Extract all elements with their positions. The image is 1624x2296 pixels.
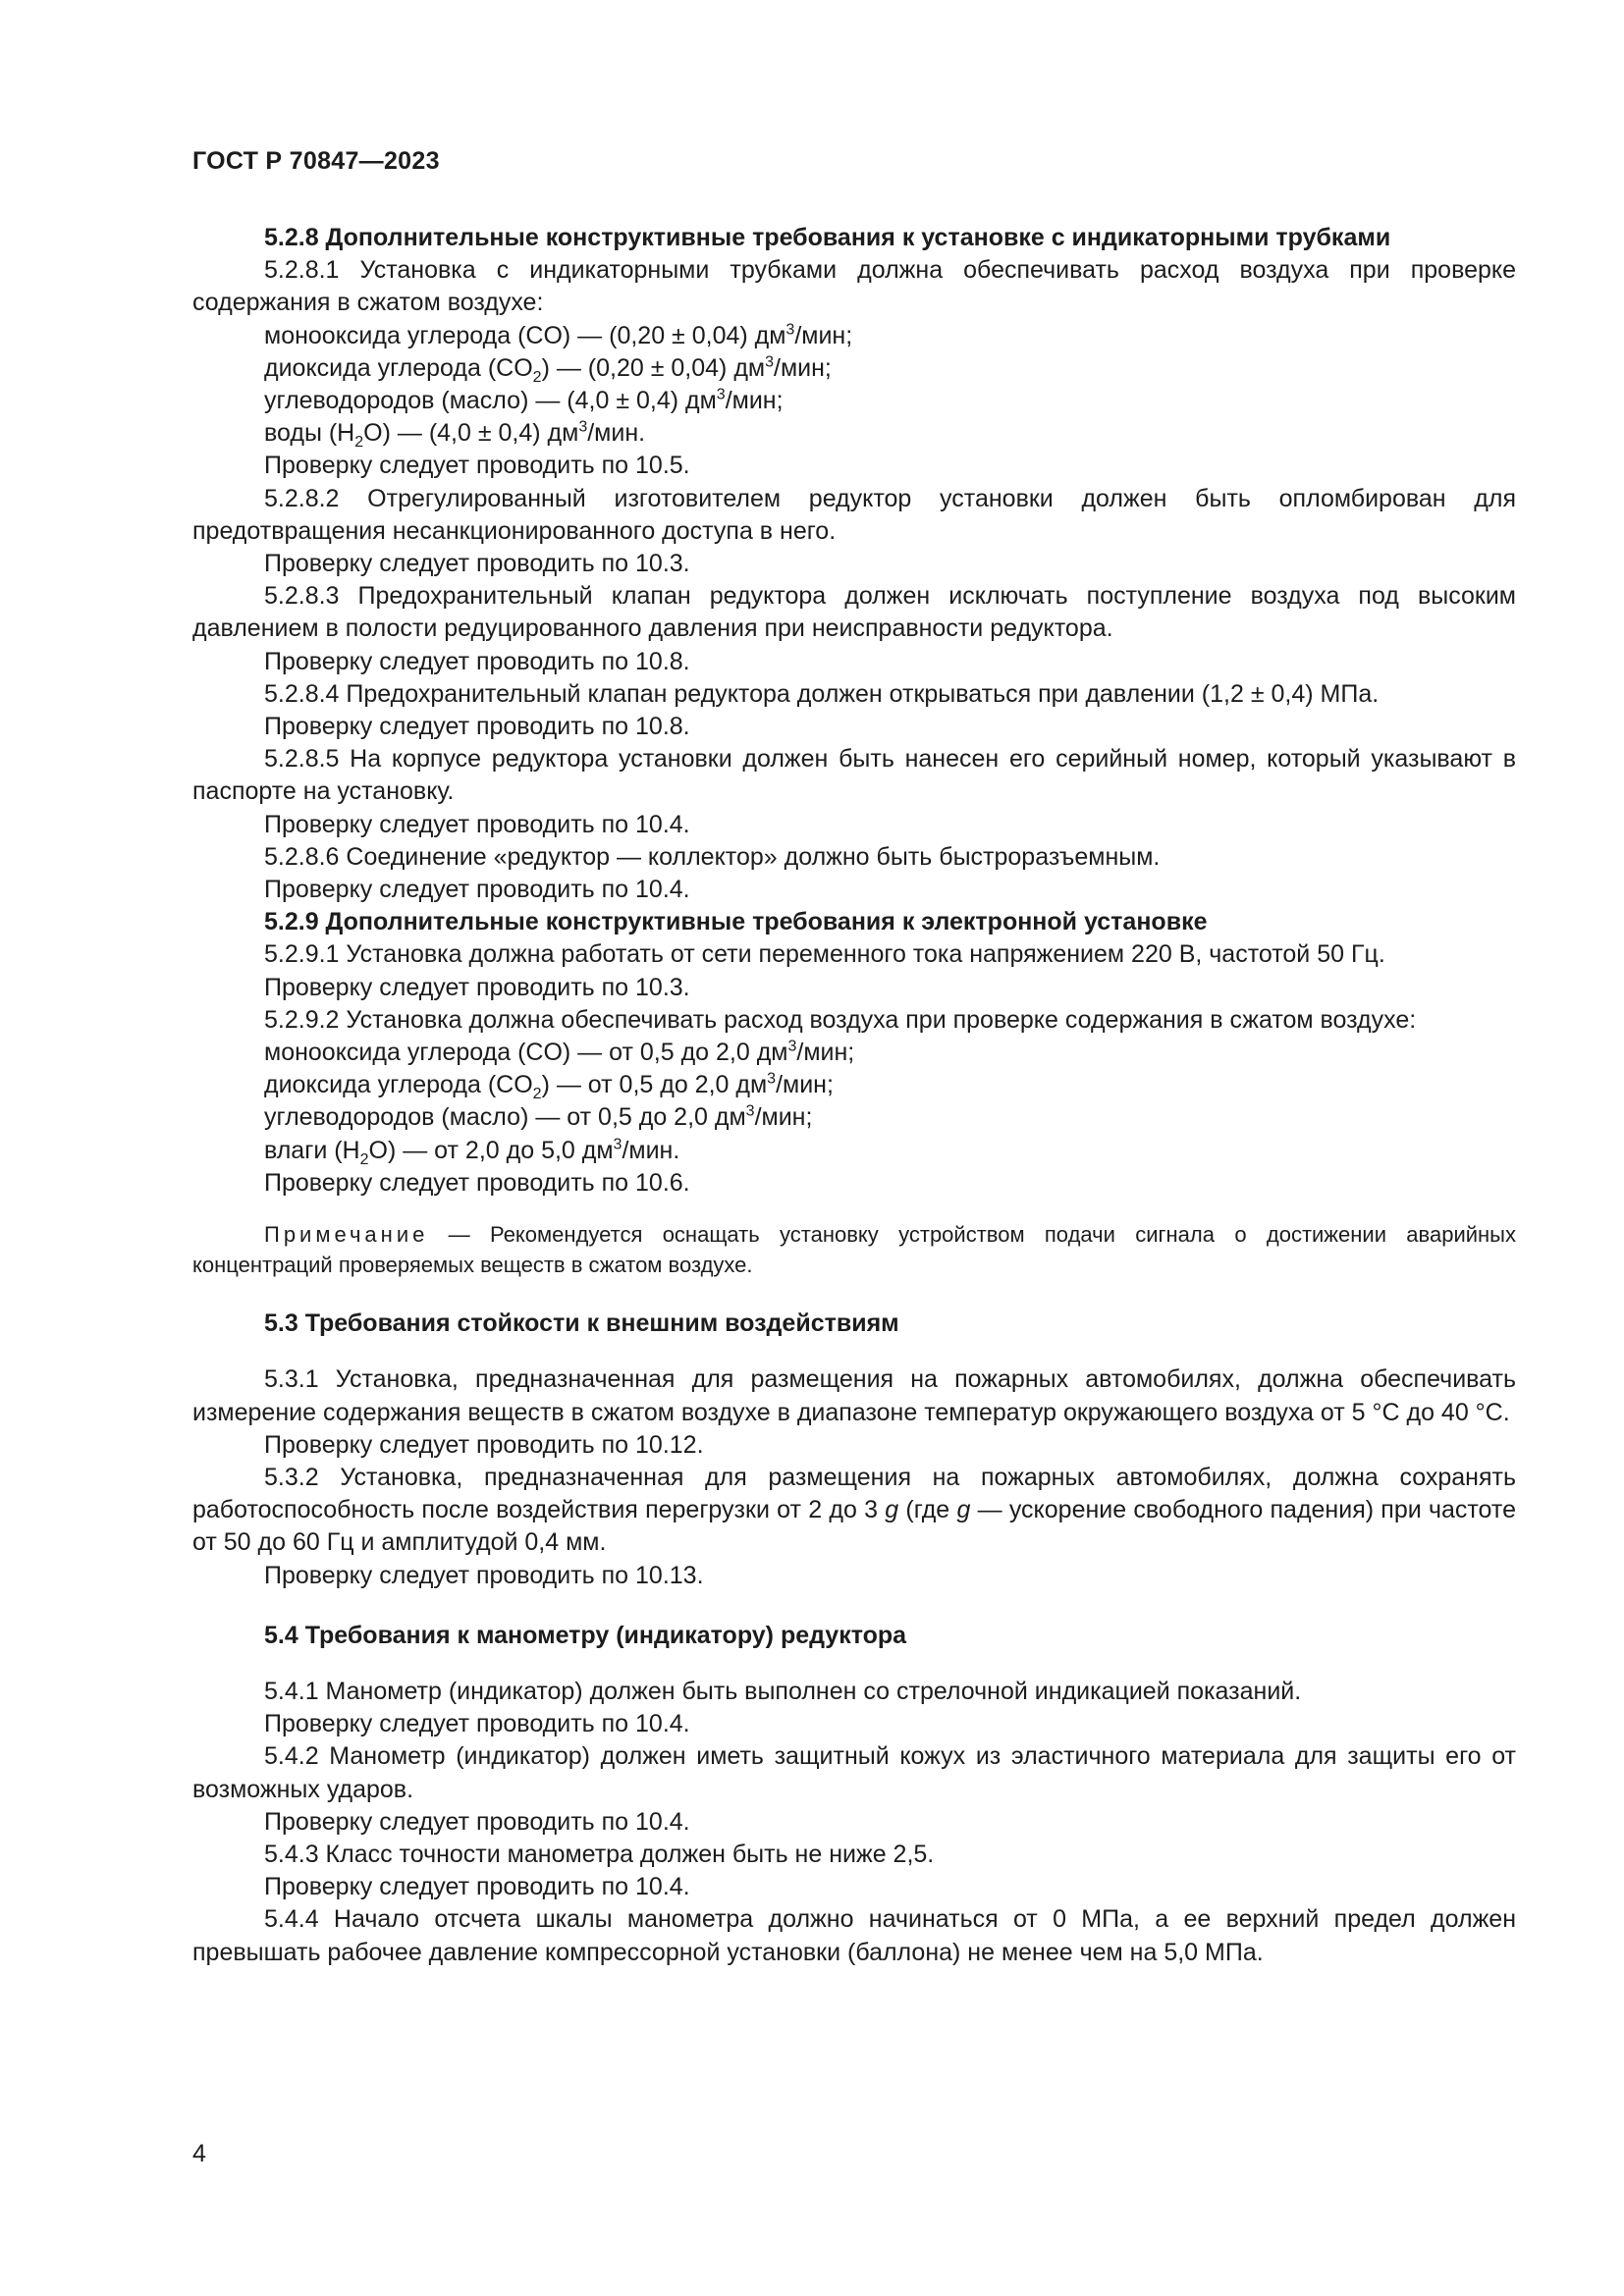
check-note: Проверку следует проводить по 10.6. (264, 1168, 690, 1197)
para-5-2-8-3: 5.2.8.3 Предохранительный клапан редуктора должен исключать поступление воздуха под высоким давлением в полости редуцированного давления при неисправности редуктора. (192, 582, 1516, 643)
para-5-4-4: 5.4.4 Начало отсчета шкалы манометра должно начинаться от 0 МПа, а ее верхний предел должен превышать рабочее давление компрессорной установки (баллона) не менее чем на 5,0 МПа. (192, 1905, 1516, 1966)
para-5-3-1: 5.3.1 Установка, предназначенная для размещения на пожарных автомобилях, должна обеспечивать измерение содержания веществ в сжатом воздухе в диапазоне температур окружающего воздуха от 5 °С до 40 °С. (192, 1365, 1516, 1426)
check-note: Проверку следует проводить по 10.4. (264, 1807, 690, 1836)
note-label: Примечание (264, 1222, 429, 1248)
para-5-3-2: 5.3.2 Установка, предназначенная для размещения на пожарных автомобилях, должна сохранять работоспособность после воздействия перегрузки от 2 до 3 g (где g — ускорение свободного падения) при частоте от 50 до 60 Гц и амплитудой 0,4 мм. (192, 1463, 1516, 1557)
para-5-2-9-2: 5.2.9.2 Установка должна обеспечивать расход воздуха при проверке содержания в сжатом воздухе: (264, 1005, 1417, 1034)
para-5-2-8-4: 5.2.8.4 Предохранительный клапан редуктора должен открываться при давлении (1,2 ± 0,4) МПа. (264, 679, 1380, 708)
list-item-moisture: влаги $(H_2O)$ — от 2,0 до 5,0 $дм^3$/мин. (264, 1136, 680, 1168)
para-5-2-8-6: 5.2.8.6 Соединение «редуктор — коллектор» должно быть быстроразъемным. (264, 842, 1161, 871)
check-note: Проверку следует проводить по 10.5. (264, 452, 690, 480)
heading-5-3: 5.3 Требования стойкости к внешним воздействиям (264, 1309, 899, 1338)
list-item-oil: углеводородов (масло) — (4,0 ± 0,4) $дм^3$/мин; (264, 386, 784, 415)
para-5-4-1: 5.4.1 Манометр (индикатор) должен быть выполнен со стрелочной индикацией показаний. (264, 1677, 1302, 1705)
page-number: 4 (192, 2140, 206, 2167)
list-item-water: воды $(H_2O)$ — (4,0 ± 0,4) $дм^3$/мин. (264, 418, 646, 452)
list-item-co2: диоксида углерода $(CO_2)$ — от 0,5 до 2,0 $дм^3$/мин; (264, 1070, 834, 1103)
check-note: Проверку следует проводить по 10.8. (264, 713, 690, 741)
note-text: — Рекомендуется оснащать установку устройством подачи сигнала о достижении аварийных концентраций проверяемых веществ в сжатом воздухе. (192, 1222, 1516, 1278)
list-item-oil: углеводородов (масло) — от 0,5 до 2,0 $дм^3$/мин; (264, 1103, 813, 1132)
para-5-4-2: 5.4.2 Манометр (индикатор) должен иметь защитный кожух из эластичного материала для защиты его от возможных ударов. (192, 1742, 1516, 1803)
check-note: Проверку следует проводить по 10.3. (264, 550, 690, 578)
check-note: Проверку следует проводить по 10.4. (264, 1873, 690, 1901)
note (192, 1219, 1516, 1280)
check-note: Проверку следует проводить по 10.4. (264, 1710, 690, 1738)
para-5-4-3: 5.4.3 Класс точности манометра должен быть не ниже 2,5. (264, 1840, 935, 1868)
para-5-2-8-5: 5.2.8.5 На корпусе редуктора установки должен быть нанесен его серийный номер, который указывают в паспорте на установку. (192, 745, 1516, 806)
check-note: Проверку следует проводить по 10.12. (264, 1430, 704, 1459)
list-item-co: монооксида углерода (CO) — от 0,5 до 2,0 $дм^3$/мин; (264, 1038, 855, 1067)
para-5-2-8-2: 5.2.8.2 Отрегулированный изготовителем редуктор установки должен быть опломбирован для предотвращения несанкционированного доступа в него. (192, 484, 1516, 545)
heading-5-4: 5.4 Требования к манометру (индикатору) редуктора (264, 1621, 907, 1649)
check-note: Проверку следует проводить по 10.4. (264, 810, 690, 838)
list-item-co2: диоксида углерода $(CO_2)$ — (0,20 ± 0,04) $дм^3$/мин; (264, 353, 832, 386)
standard-header: ГОСТ Р 70847—2023 (192, 147, 440, 175)
check-note: Проверку следует проводить по 10.3. (264, 973, 690, 1001)
heading-5-2-9: 5.2.9 Дополнительные конструктивные требования к электронной установке (264, 908, 1208, 936)
para-5-2-8-1: 5.2.8.1 Установка с индикаторными трубками должна обеспечивать расход воздуха при проверке содержания в сжатом воздухе: (192, 256, 1516, 317)
heading-5-2-8: 5.2.8 Дополнительные конструктивные требования к установке с индикаторными трубками (264, 224, 1391, 251)
check-note: Проверку следует проводить по 10.8. (264, 647, 690, 675)
para-5-2-9-1: 5.2.9.1 Установка должна работать от сети переменного тока напряжением 220 В, частотой 50 Гц. (264, 940, 1385, 969)
check-note: Проверку следует проводить по 10.13. (264, 1561, 704, 1589)
document-body (192, 222, 1516, 1969)
check-note: Проверку следует проводить по 10.4. (264, 876, 690, 904)
list-item-co: монооксида углерода (CO) — (0,20 ± 0,04) $дм^3$/мин; (264, 321, 853, 349)
